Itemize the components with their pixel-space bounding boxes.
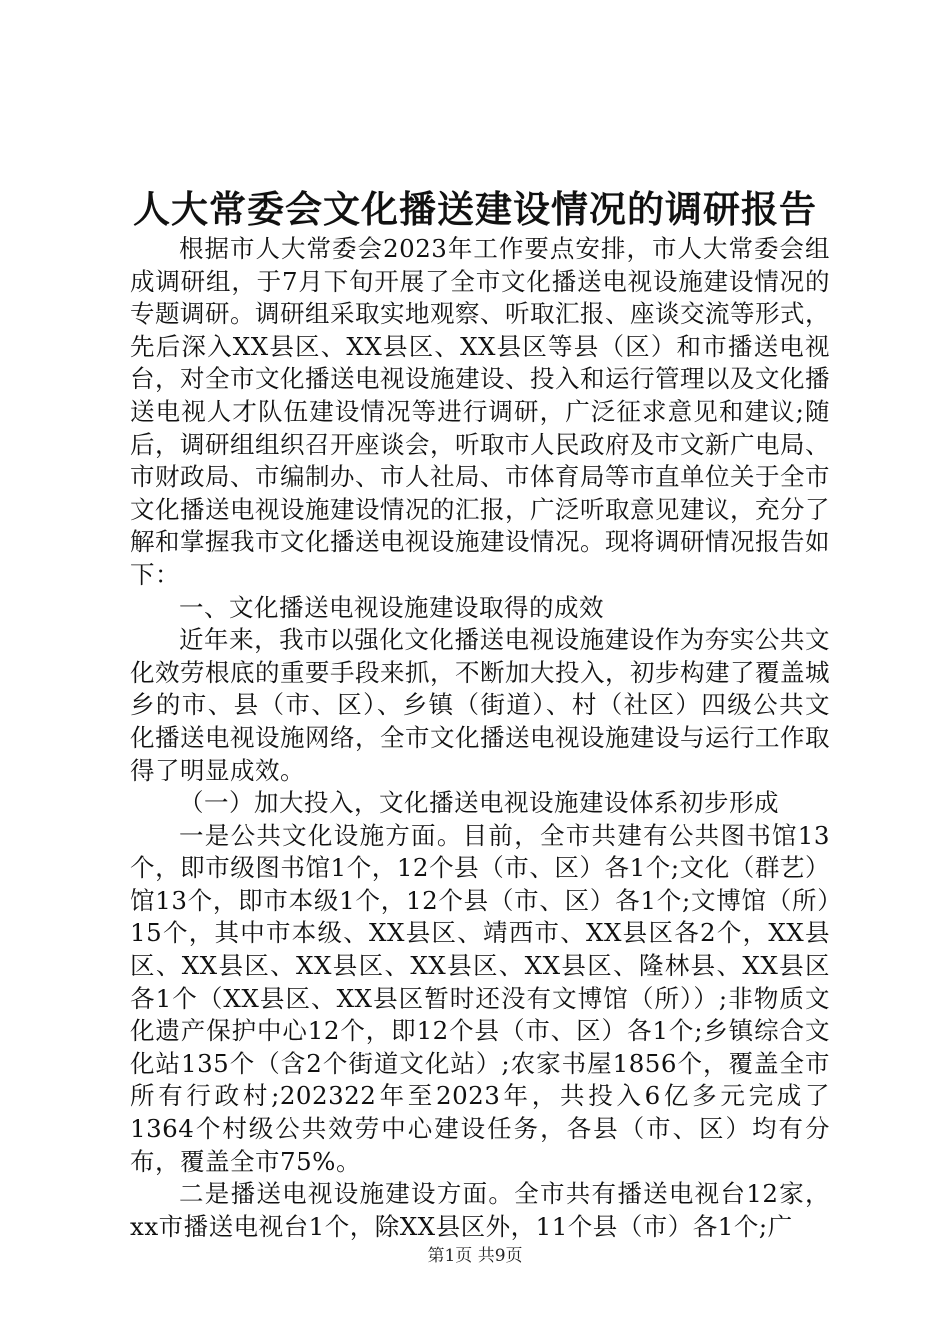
body-paragraph: 近年来，我市以强化文化播送电视设施建设作为夯实公共文化效劳根底的重要手段来抓，不断加大投入，初步构建了覆盖城乡的市、县（市、区）、乡镇（街道）、村（社区）四级公共文化播送电视设施网络，全市文化播送电视设施建设与运行工作取得了明显成效。 [130, 625, 830, 785]
subsection-heading: （一）加大投入，文化播送电视设施建设体系初步形成 [179, 788, 779, 818]
section-heading: 一、文化播送电视设施建设取得的成效 [179, 592, 604, 622]
body-paragraph: 二是播送电视设施建设方面。全市共有播送电视台12家，xx市播送电视台1个，除XX县区外，11个县（市）各1个;广 [130, 1179, 830, 1241]
page-number-footer: 第1页 共9页 [427, 1246, 523, 1266]
body-paragraph: 一是公共文化设施方面。目前，全市共建有公共图书馆13个，即市级图书馆1个，12个县（市、区）各1个;文化（群艺）馆13个，即市本级1个，12个县（市、区）各1个;文博馆（所）15个，其中市本级、XX县区、靖西市、XX县区各2个，XX县区、XX县区、XX县区、XX县区、XX县区、隆林县、XX县区各1个（XX县区、XX县区暂时还没有文博馆（所））;非物质文化遗产保护中心12个，即12个县（市、区）各1个;乡镇综合文化站135个（含2个街道文化站）;农家书屋1856个，覆盖全市所有行政村;202322年至2023年，共投入6亿多元完成了1364个村级公共效劳中心建设任务，各县（市、区）均有分布，覆盖全市75%。 [130, 820, 830, 1176]
intro-paragraph: 根据市人大常委会2023年工作要点安排，市人大常委会组成调研组，于7月下旬开展了全市文化播送电视设施建设情况的专题调研。调研组采取实地观察、听取汇报、座谈交流等形式，先后深入XX县区、XX县区、XX县区等县（区）和市播送电视台，对全市文化播送电视设施建设、投入和运行管理以及文化播送电视人才队伍建设情况等进行调研，广泛征求意见和建议;随后，调研组组织召开座谈会，听取市人民政府及市文新广电局、市财政局、市编制办、市人社局、市体育局等市直单位关于全市文化播送电视设施建设情况的汇报，广泛听取意见建议，充分了解和掌握我市文化播送电视设施建设情况。现将调研情况报告如下： [130, 234, 830, 589]
document-body [130, 233, 830, 1243]
document-title: 人大常委会文化播送建设情况的调研报告 [133, 187, 817, 231]
